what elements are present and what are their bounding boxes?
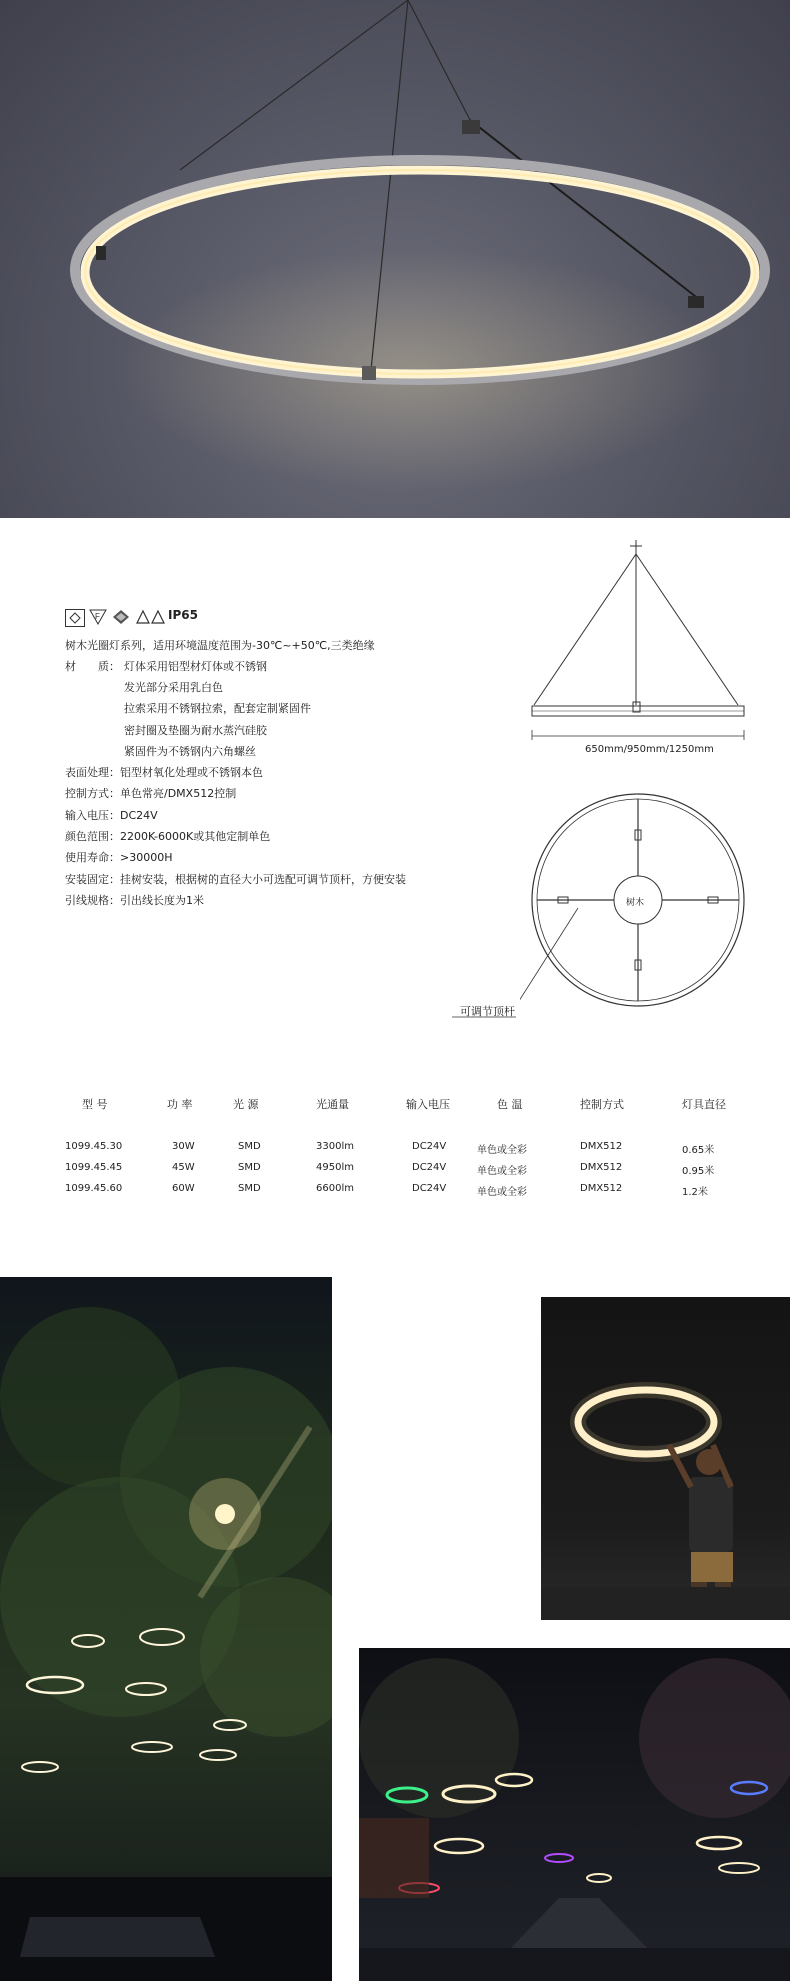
table-cell: 45W xyxy=(172,1162,195,1173)
table-cell: DMX512 xyxy=(580,1141,623,1152)
spec-material-line: 拉索采用不锈钢拉索，配套定制紧固件 xyxy=(124,702,311,715)
table-header: 灯具直径 xyxy=(682,1098,726,1111)
table-header: 输入电压 xyxy=(406,1098,450,1111)
table-cell: 3300lm xyxy=(316,1141,354,1152)
table-cell: 0.95米 xyxy=(682,1166,715,1177)
table-cell: DC24V xyxy=(412,1141,447,1152)
table-header: 光通量 xyxy=(316,1098,349,1111)
table-header: 光 源 xyxy=(233,1098,259,1111)
spec-material-line: 密封圈及垫圈为耐水蒸汽硅胶 xyxy=(124,724,267,737)
table-header: 色 温 xyxy=(497,1098,523,1111)
spec-material-label: 材 质： xyxy=(65,660,120,673)
table-cell: SMD xyxy=(238,1141,261,1152)
warning-triangle-icon xyxy=(136,609,150,625)
side-view-diagram xyxy=(520,540,760,760)
spec-voltage: 输入电压：DC24V xyxy=(65,809,158,822)
boulevard-colored-rings-photo xyxy=(359,1648,790,1981)
table-header: 功 率 xyxy=(167,1098,193,1111)
table-cell: 单色或全彩 xyxy=(477,1166,527,1177)
table-cell: SMD xyxy=(238,1162,261,1173)
table-cell: 60W xyxy=(172,1183,195,1194)
table-cell: 1099.45.30 xyxy=(65,1141,123,1152)
spec-lifespan: 使用寿命：>30000H xyxy=(65,851,173,864)
person-holding-ring-photo xyxy=(541,1297,790,1620)
table-cell: DC24V xyxy=(412,1162,447,1173)
table-cell: 1.2米 xyxy=(682,1187,708,1198)
table-cell: 单色或全彩 xyxy=(477,1145,527,1156)
svg-text:F: F xyxy=(95,612,100,621)
hero-product-photo xyxy=(0,0,790,518)
spec-material-line: 紧固件为不锈钢内六角螺丝 xyxy=(124,745,256,758)
table-cell: DC24V xyxy=(412,1183,447,1194)
table-cell: SMD xyxy=(238,1183,261,1194)
table-cell: 单色或全彩 xyxy=(477,1187,527,1198)
table-cell: DMX512 xyxy=(580,1162,623,1173)
table-cell: 1099.45.60 xyxy=(65,1183,123,1194)
ccc-mark-icon xyxy=(65,609,85,627)
warning-triangle-icon xyxy=(151,609,165,625)
table-cell: 1099.45.45 xyxy=(65,1162,123,1173)
spec-color-range: 颜色范围：2200K-6000K或其他定制单色 xyxy=(65,830,271,843)
grid-mark-icon xyxy=(112,609,130,625)
spec-installation: 安装固定：挂树安装，根据树的直径大小可选配可调节顶杆，方便安装 xyxy=(65,873,406,886)
rod-label-underline xyxy=(452,1016,516,1018)
table-cell: 4950lm xyxy=(316,1162,354,1173)
tree-center-label: 树木 xyxy=(626,898,645,908)
spec-material-line: 灯体采用铝型材灯体或不锈钢 xyxy=(124,660,267,673)
spec-material-line: 发光部分采用乳白色 xyxy=(124,681,223,694)
adjustable-rod-label: 可调节顶杆 xyxy=(460,1005,515,1018)
table-cell: DMX512 xyxy=(580,1183,623,1194)
spec-lead-wire: 引线规格：引出线长度为1米 xyxy=(65,894,204,907)
spec-control: 控制方式：单色常亮/DMX512控制 xyxy=(65,787,237,800)
spec-surface: 表面处理：铝型材氧化处理或不锈钢本色 xyxy=(65,766,263,779)
street-trees-night-photo xyxy=(0,1277,332,1981)
table-header: 型 号 xyxy=(82,1098,108,1111)
spec-intro: 树木光圈灯系列，适用环境温度范围为-30℃~+50℃,三类绝缘 xyxy=(65,639,375,652)
ring-light-illustration xyxy=(0,0,790,518)
size-dimension-label: 650mm/950mm/1250mm xyxy=(585,744,714,755)
table-cell: 6600lm xyxy=(316,1183,354,1194)
table-header: 控制方式 xyxy=(580,1098,624,1111)
ip-rating: IP65 xyxy=(168,608,198,622)
table-cell: 0.65米 xyxy=(682,1145,715,1156)
table-cell: 30W xyxy=(172,1141,195,1152)
f-mark-icon xyxy=(89,609,107,625)
